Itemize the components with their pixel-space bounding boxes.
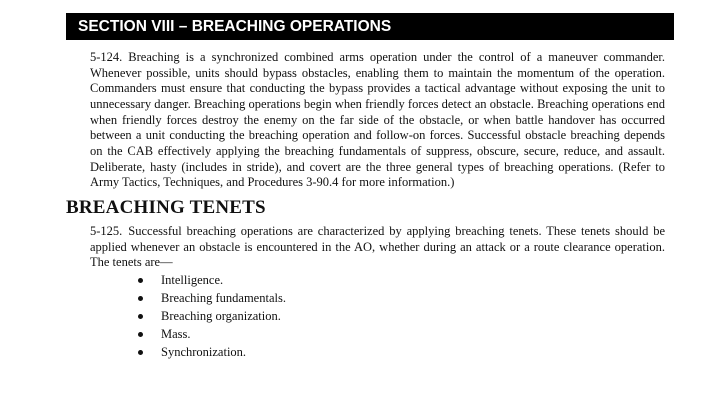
list-item xyxy=(138,343,286,361)
bullet-icon xyxy=(138,332,143,337)
tenet-label: Intelligence. xyxy=(161,273,224,287)
paragraph-5-124 xyxy=(90,50,665,191)
tenet-label: Breaching fundamentals. xyxy=(161,291,286,305)
list-item xyxy=(138,307,286,325)
paragraph-5-125 xyxy=(90,224,665,271)
bullet-icon xyxy=(138,314,143,319)
paragraph-text: Successful breaching operations are characterized by applying breaching tenets. These tenets should be applied whenever an obstacle is encountered in the AO, whether during an attack or a route clearance operation. The tenets are— xyxy=(90,224,665,270)
bullet-icon xyxy=(138,296,143,301)
paragraph-number: 5-125. xyxy=(90,224,123,238)
tenet-label: Synchronization. xyxy=(161,345,247,359)
list-item xyxy=(138,325,286,343)
breaching-tenets-heading: BREACHING TENETS xyxy=(66,197,266,218)
tenet-label: Mass. xyxy=(161,327,191,341)
tenets-list xyxy=(138,271,286,361)
list-item xyxy=(138,289,286,307)
paragraph-number: 5-124. xyxy=(90,50,123,64)
section-title: SECTION VIII – BREACHING OPERATIONS xyxy=(78,18,392,35)
tenet-label: Breaching organization. xyxy=(161,309,281,323)
paragraph-text: Breaching is a synchronized combined arms operation under the control of a maneuver commander. Whenever possible, units should bypass obstacles, enabling them to maintain the momentum of the operation. Commanders must ensure that conducting the bypass provides a tactical advantage without exposing the unit to unnecessary danger. Breaching operations begin when friendly forces detect an obstacle. Breaching operations end when friendly forces destroy the enemy on the far side of the obstacle, or when battle handover has occurred between a unit conducting the breaching operation and follow-on forces. Successful obstacle breaching depends on the CAB effectively applying the breaching fundamentals of suppress, obscure, secure, reduce, and assault. Deliberate, hasty (includes in stride), and covert are the three general types of breaching operations. (Refer to Army Tactics, Techniques, and Procedures 3-90.4 for more information.) xyxy=(90,50,665,190)
bullet-icon xyxy=(138,278,143,283)
section-title-bar xyxy=(66,13,674,40)
bullet-icon xyxy=(138,350,143,355)
list-item xyxy=(138,271,286,289)
